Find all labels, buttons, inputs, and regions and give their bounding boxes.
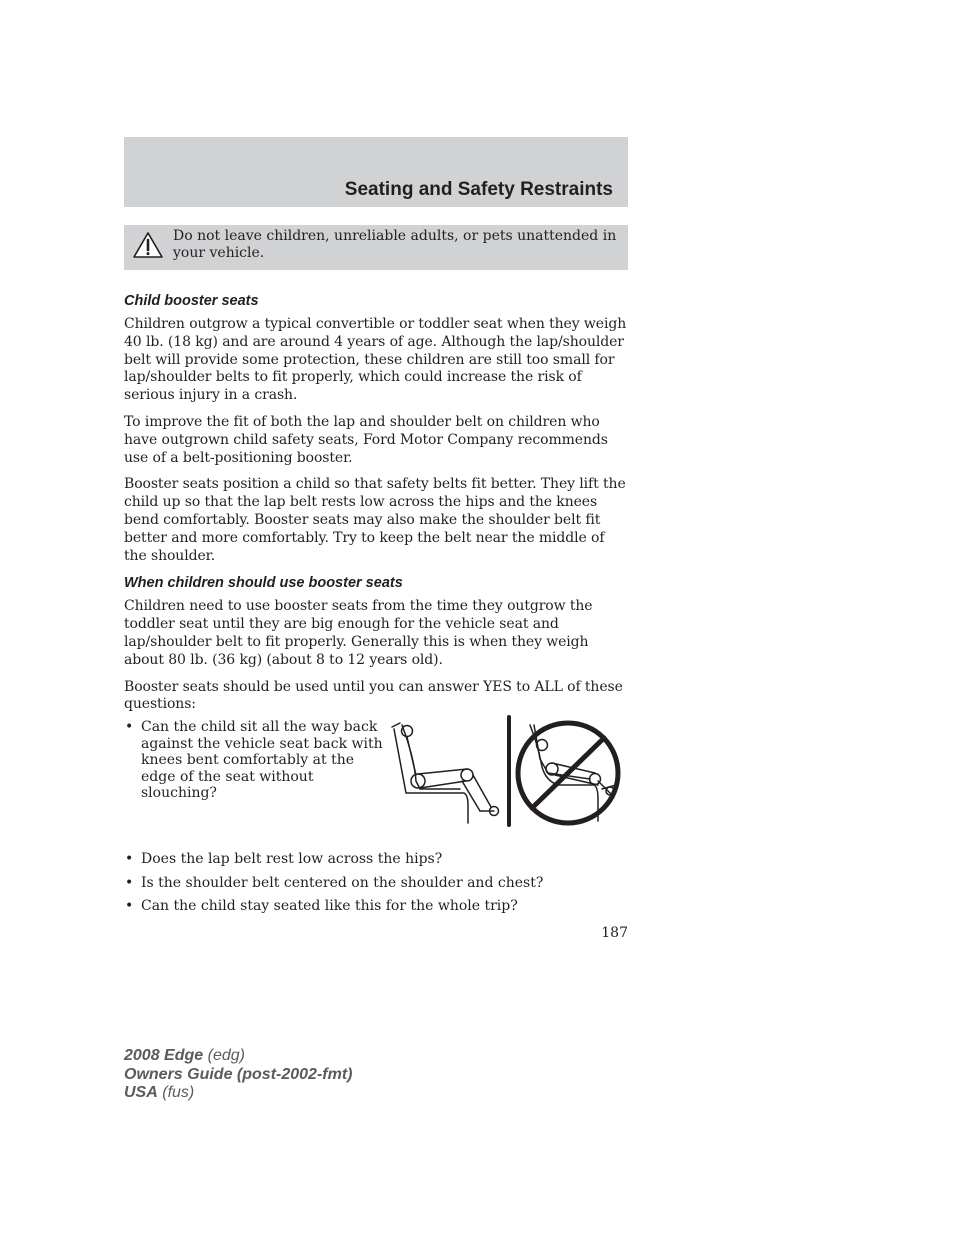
bullet-text: Can the child stay seated like this for the whole trip? [141, 898, 518, 915]
warning-triangle-icon [132, 230, 164, 260]
bullet-item: • Is the shoulder belt centered on the shoulder and chest? [125, 874, 544, 891]
document-footer [124, 1047, 352, 1103]
bullet-text: Can the child sit all the way back against the vehicle seat back with knees bent comfortably at the edge of the seat without slouching? [141, 719, 383, 802]
when-paragraph-1: Children need to use booster seats from the time they outgrow the toddler seat until they are big enough for the vehicle seat and lap/shoulder belt to fit properly. Generally this is when they weigh about 80 lb. (36 kg) (about 8 to 12 years old). [124, 598, 593, 668]
footer-model: 2008 Edge [124, 1047, 204, 1064]
bullet-item: • Does the lap belt rest low across the hips? [125, 851, 443, 868]
when-paragraph-2: Booster seats should be used until you can answer YES to ALL of these questions: [124, 678, 623, 713]
bullet-with-figure [124, 719, 628, 847]
warning-text: Do not leave children, unreliable adults, or pets unattended in your vehicle. [173, 228, 617, 261]
section-title: Seating and Safety Restraints [344, 179, 613, 200]
footer-market-code: (fus) [162, 1084, 195, 1101]
booster-paragraph-1: Children outgrow a typical convertible or toddler seat when they weigh 40 lb. (18 kg) and are around 4 years of age. Although the lap/shoulder belt will provide some protection, these children are still too small for lap/shoulder belts to fit properly, which could increase the risk of serious injury in a crash. [124, 316, 627, 404]
page-number: 187 [601, 925, 628, 941]
bullet-text: Does the lap belt rest low across the hips? [141, 851, 443, 868]
footer-market: USA [124, 1084, 158, 1101]
bullet-text: Is the shoulder belt centered on the shoulder and chest? [141, 874, 544, 891]
footer-line-2 [124, 1066, 352, 1085]
main-content [124, 292, 628, 922]
footer-line-1 [124, 1047, 352, 1066]
header-band [124, 137, 628, 207]
bullet-list [124, 851, 628, 915]
footer-model-code: (edg) [207, 1047, 245, 1064]
booster-paragraph-2: To improve the fit of both the lap and shoulder belt on children who have outgrown child safety seats, Ford Motor Company recommends use of a belt-positioning booster. [124, 413, 608, 466]
booster-seat-fit-illustration [390, 715, 622, 831]
bullet-item: • Can the child sit all the way back against the vehicle seat back with knees bent comfortably at the edge of the seat without slouching? [125, 719, 383, 802]
heading-when-children-use-booster: When children should use booster seats [124, 575, 403, 592]
footer-line-3 [124, 1084, 352, 1103]
footer-guide: Owners Guide (post-2002-fmt) [124, 1065, 353, 1083]
booster-paragraph-3: Booster seats position a child so that safety belts fit better. They lift the child up so that the lap belt rests low across the hips and the knees bend comfortably. Booster seats may also make the shoulder belt fit better and more comfortably. Try to keep the belt near the middle of the shoulder. [124, 476, 626, 564]
heading-child-booster-seats: Child booster seats [124, 293, 259, 309]
bullet-item: • Can the child stay seated like this for the whole trip? [125, 898, 518, 915]
warning-box [124, 225, 628, 270]
